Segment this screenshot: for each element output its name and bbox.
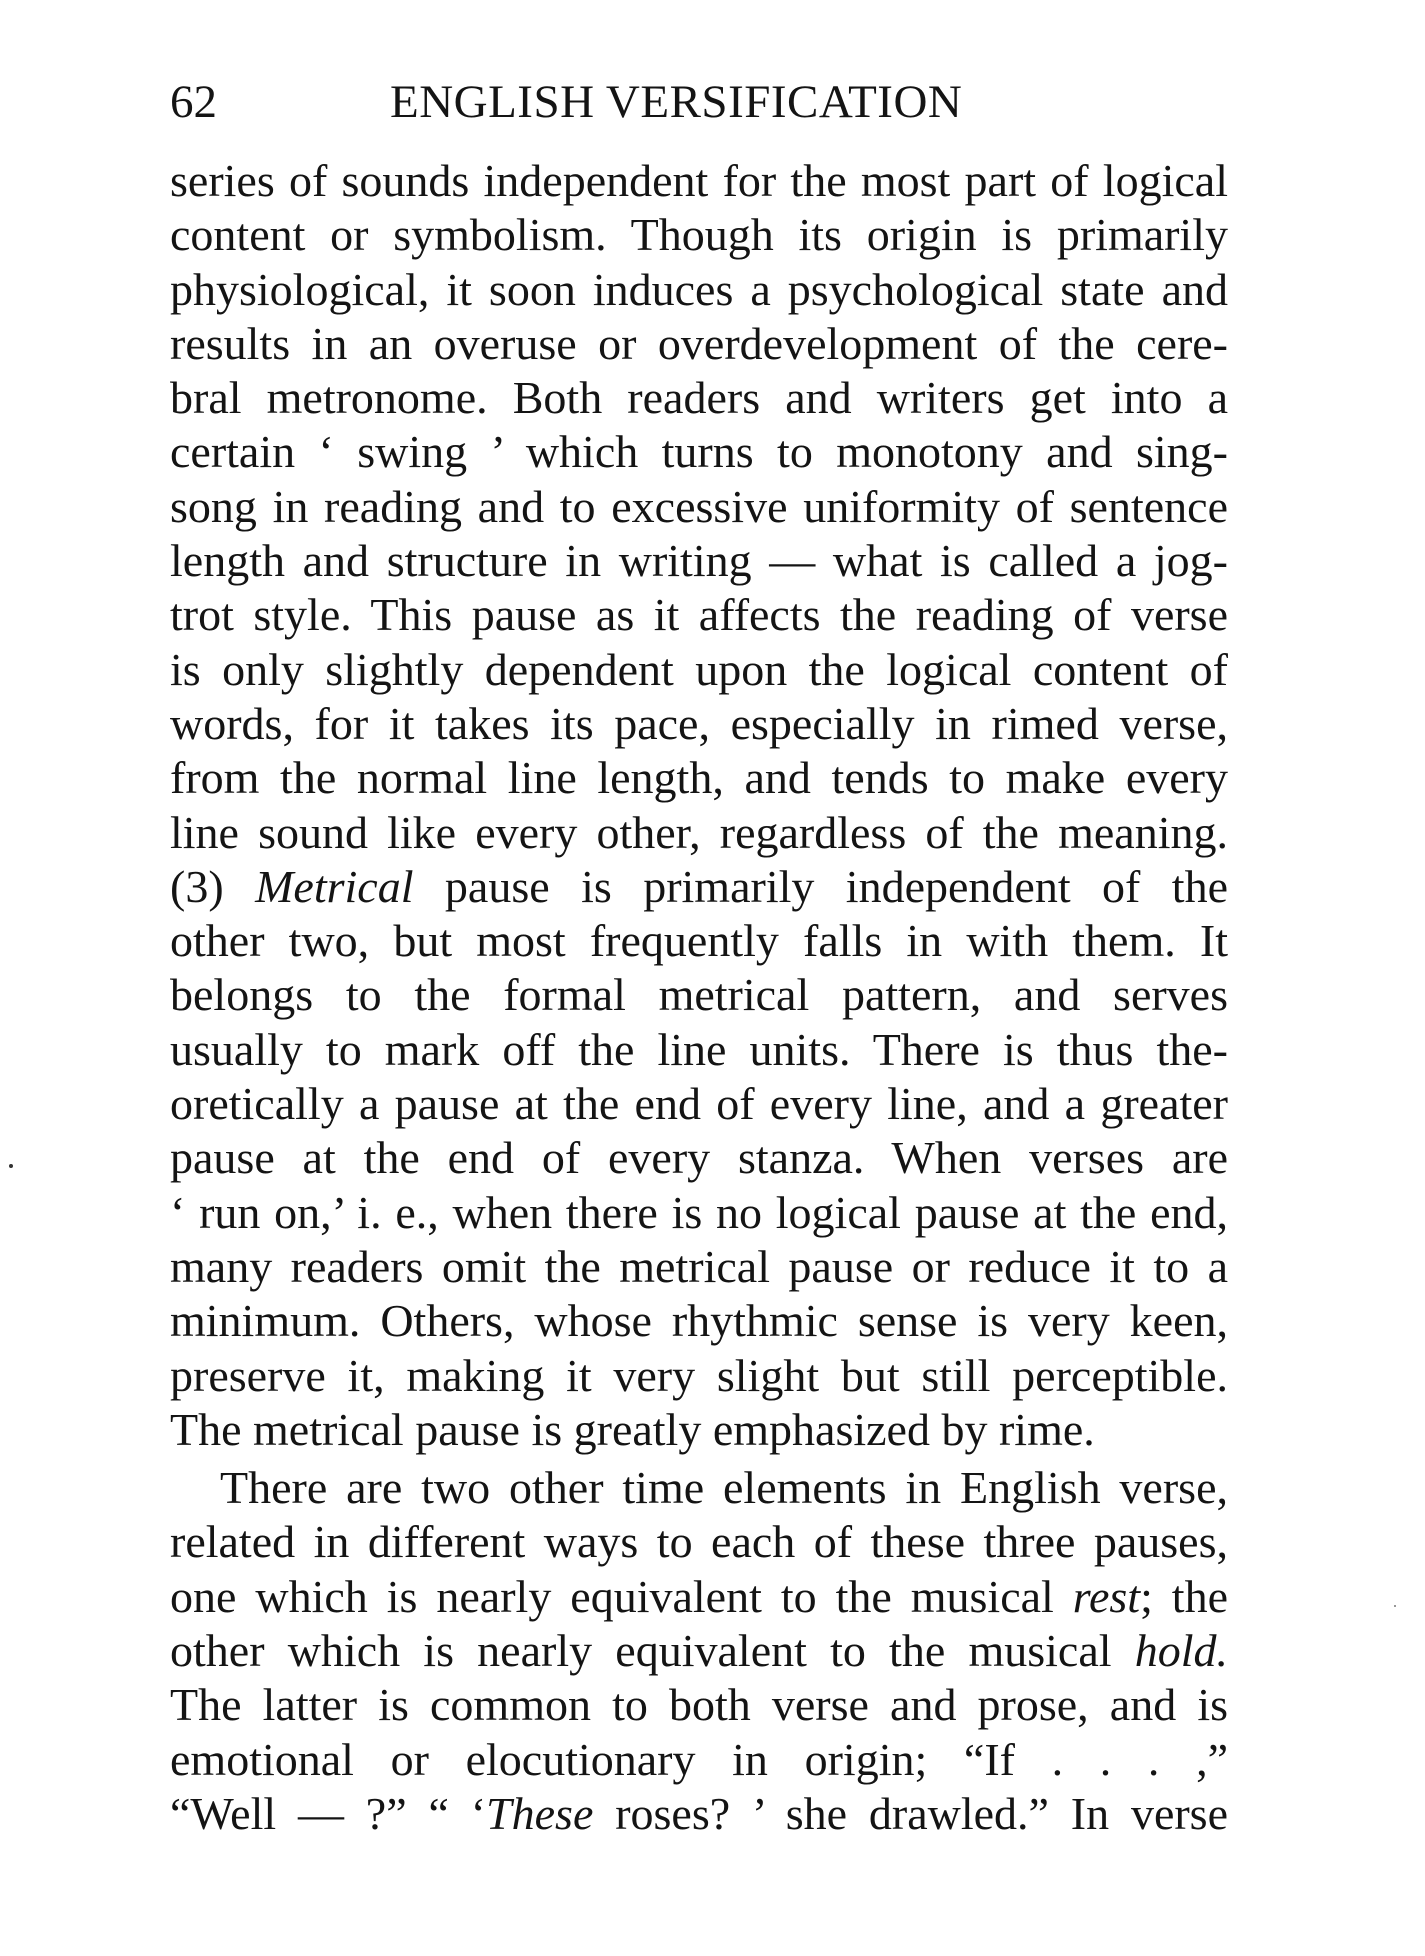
text-line: bral metronome. Both readers and writers get into a bbox=[170, 372, 1228, 424]
text-line: ‘ run on,’ i. e., when there is no logical pause at the end, bbox=[170, 1186, 1228, 1238]
text-line: belongs to the formal metrical pattern, and serves bbox=[170, 969, 1228, 1021]
text-line: other two, but most frequently falls in with them. It bbox=[170, 915, 1228, 967]
text-line: emotional or elocutionary in origin; “If . . . ,” bbox=[170, 1733, 1228, 1785]
line-text: one which is nearly equivalent to the musical bbox=[170, 1570, 1073, 1622]
line-text: ; the bbox=[1140, 1570, 1228, 1622]
page-number: 62 bbox=[170, 76, 217, 128]
line-text: “Well — ?” “ ‘ bbox=[170, 1787, 487, 1839]
text-line: The metrical pause is greatly emphasized by rime. bbox=[170, 1403, 1095, 1455]
scan-speck bbox=[9, 1164, 13, 1168]
text-line: results in an overuse or overdevelopment of the cere- bbox=[170, 317, 1228, 369]
text-line: is only slightly dependent upon the logical content of bbox=[170, 643, 1228, 695]
text-line: The latter is common to both verse and prose, and is bbox=[170, 1679, 1228, 1731]
text-line: trot style. This pause as it affects the reading of verse bbox=[170, 589, 1228, 641]
body-text bbox=[170, 154, 1228, 1841]
text-line: content or symbolism. Though its origin is primarily bbox=[170, 209, 1228, 261]
text-line: There are two other time elements in English verse, bbox=[220, 1462, 1228, 1514]
running-head bbox=[170, 72, 1230, 132]
running-title: ENGLISH VERSIFICATION bbox=[390, 76, 963, 128]
text-line: minimum. Others, whose rhythmic sense is very keen, bbox=[170, 1295, 1228, 1347]
line-text: other which is nearly equivalent to the musical bbox=[170, 1625, 1135, 1677]
text-line: words, for it takes its pace, especially in rimed verse, bbox=[170, 697, 1228, 749]
text-line: song in reading and to excessive uniformity of sentence bbox=[170, 480, 1228, 532]
line-rest: pause is primarily independent of the bbox=[413, 860, 1229, 912]
enumeration-marker: (3) bbox=[170, 860, 256, 912]
text-line: certain ‘ swing ’ which turns to monotony and sing- bbox=[170, 426, 1228, 478]
scan-speck bbox=[1394, 1605, 1396, 1607]
italic-term-these: These bbox=[486, 1787, 594, 1839]
italic-term-rest: rest bbox=[1072, 1570, 1141, 1622]
text-line-these bbox=[170, 1787, 1228, 1841]
text-line-hold bbox=[170, 1624, 1228, 1678]
text-line: physiological, it soon induces a psychological state and bbox=[170, 263, 1228, 315]
line-text: roses? ’ she drawled.” In verse bbox=[593, 1787, 1229, 1839]
text-line: usually to mark off the line units. There is thus the- bbox=[170, 1023, 1228, 1075]
text-line: related in different ways to each of these three pauses, bbox=[170, 1516, 1228, 1568]
text-line: series of sounds independent for the most part of logical bbox=[170, 155, 1228, 206]
text-line: from the normal line length, and tends to make every bbox=[170, 752, 1228, 804]
text-line: oretically a pause at the end of every line, and a greater bbox=[170, 1078, 1228, 1130]
text-line: line sound like every other, regardless of the meaning. bbox=[170, 806, 1228, 858]
text-line: preserve it, making it very slight but still perceptible. bbox=[170, 1349, 1228, 1401]
text-line-rest bbox=[170, 1570, 1228, 1624]
text-line: pause at the end of every stanza. When verses are bbox=[170, 1132, 1228, 1184]
italic-term-metrical: Metrical bbox=[255, 860, 414, 912]
text-line-metrical bbox=[170, 860, 1228, 914]
text-line: length and structure in writing — what is called a jog- bbox=[170, 535, 1228, 587]
italic-term-hold: hold. bbox=[1134, 1625, 1228, 1677]
text-line: many readers omit the metrical pause or reduce it to a bbox=[170, 1240, 1228, 1292]
